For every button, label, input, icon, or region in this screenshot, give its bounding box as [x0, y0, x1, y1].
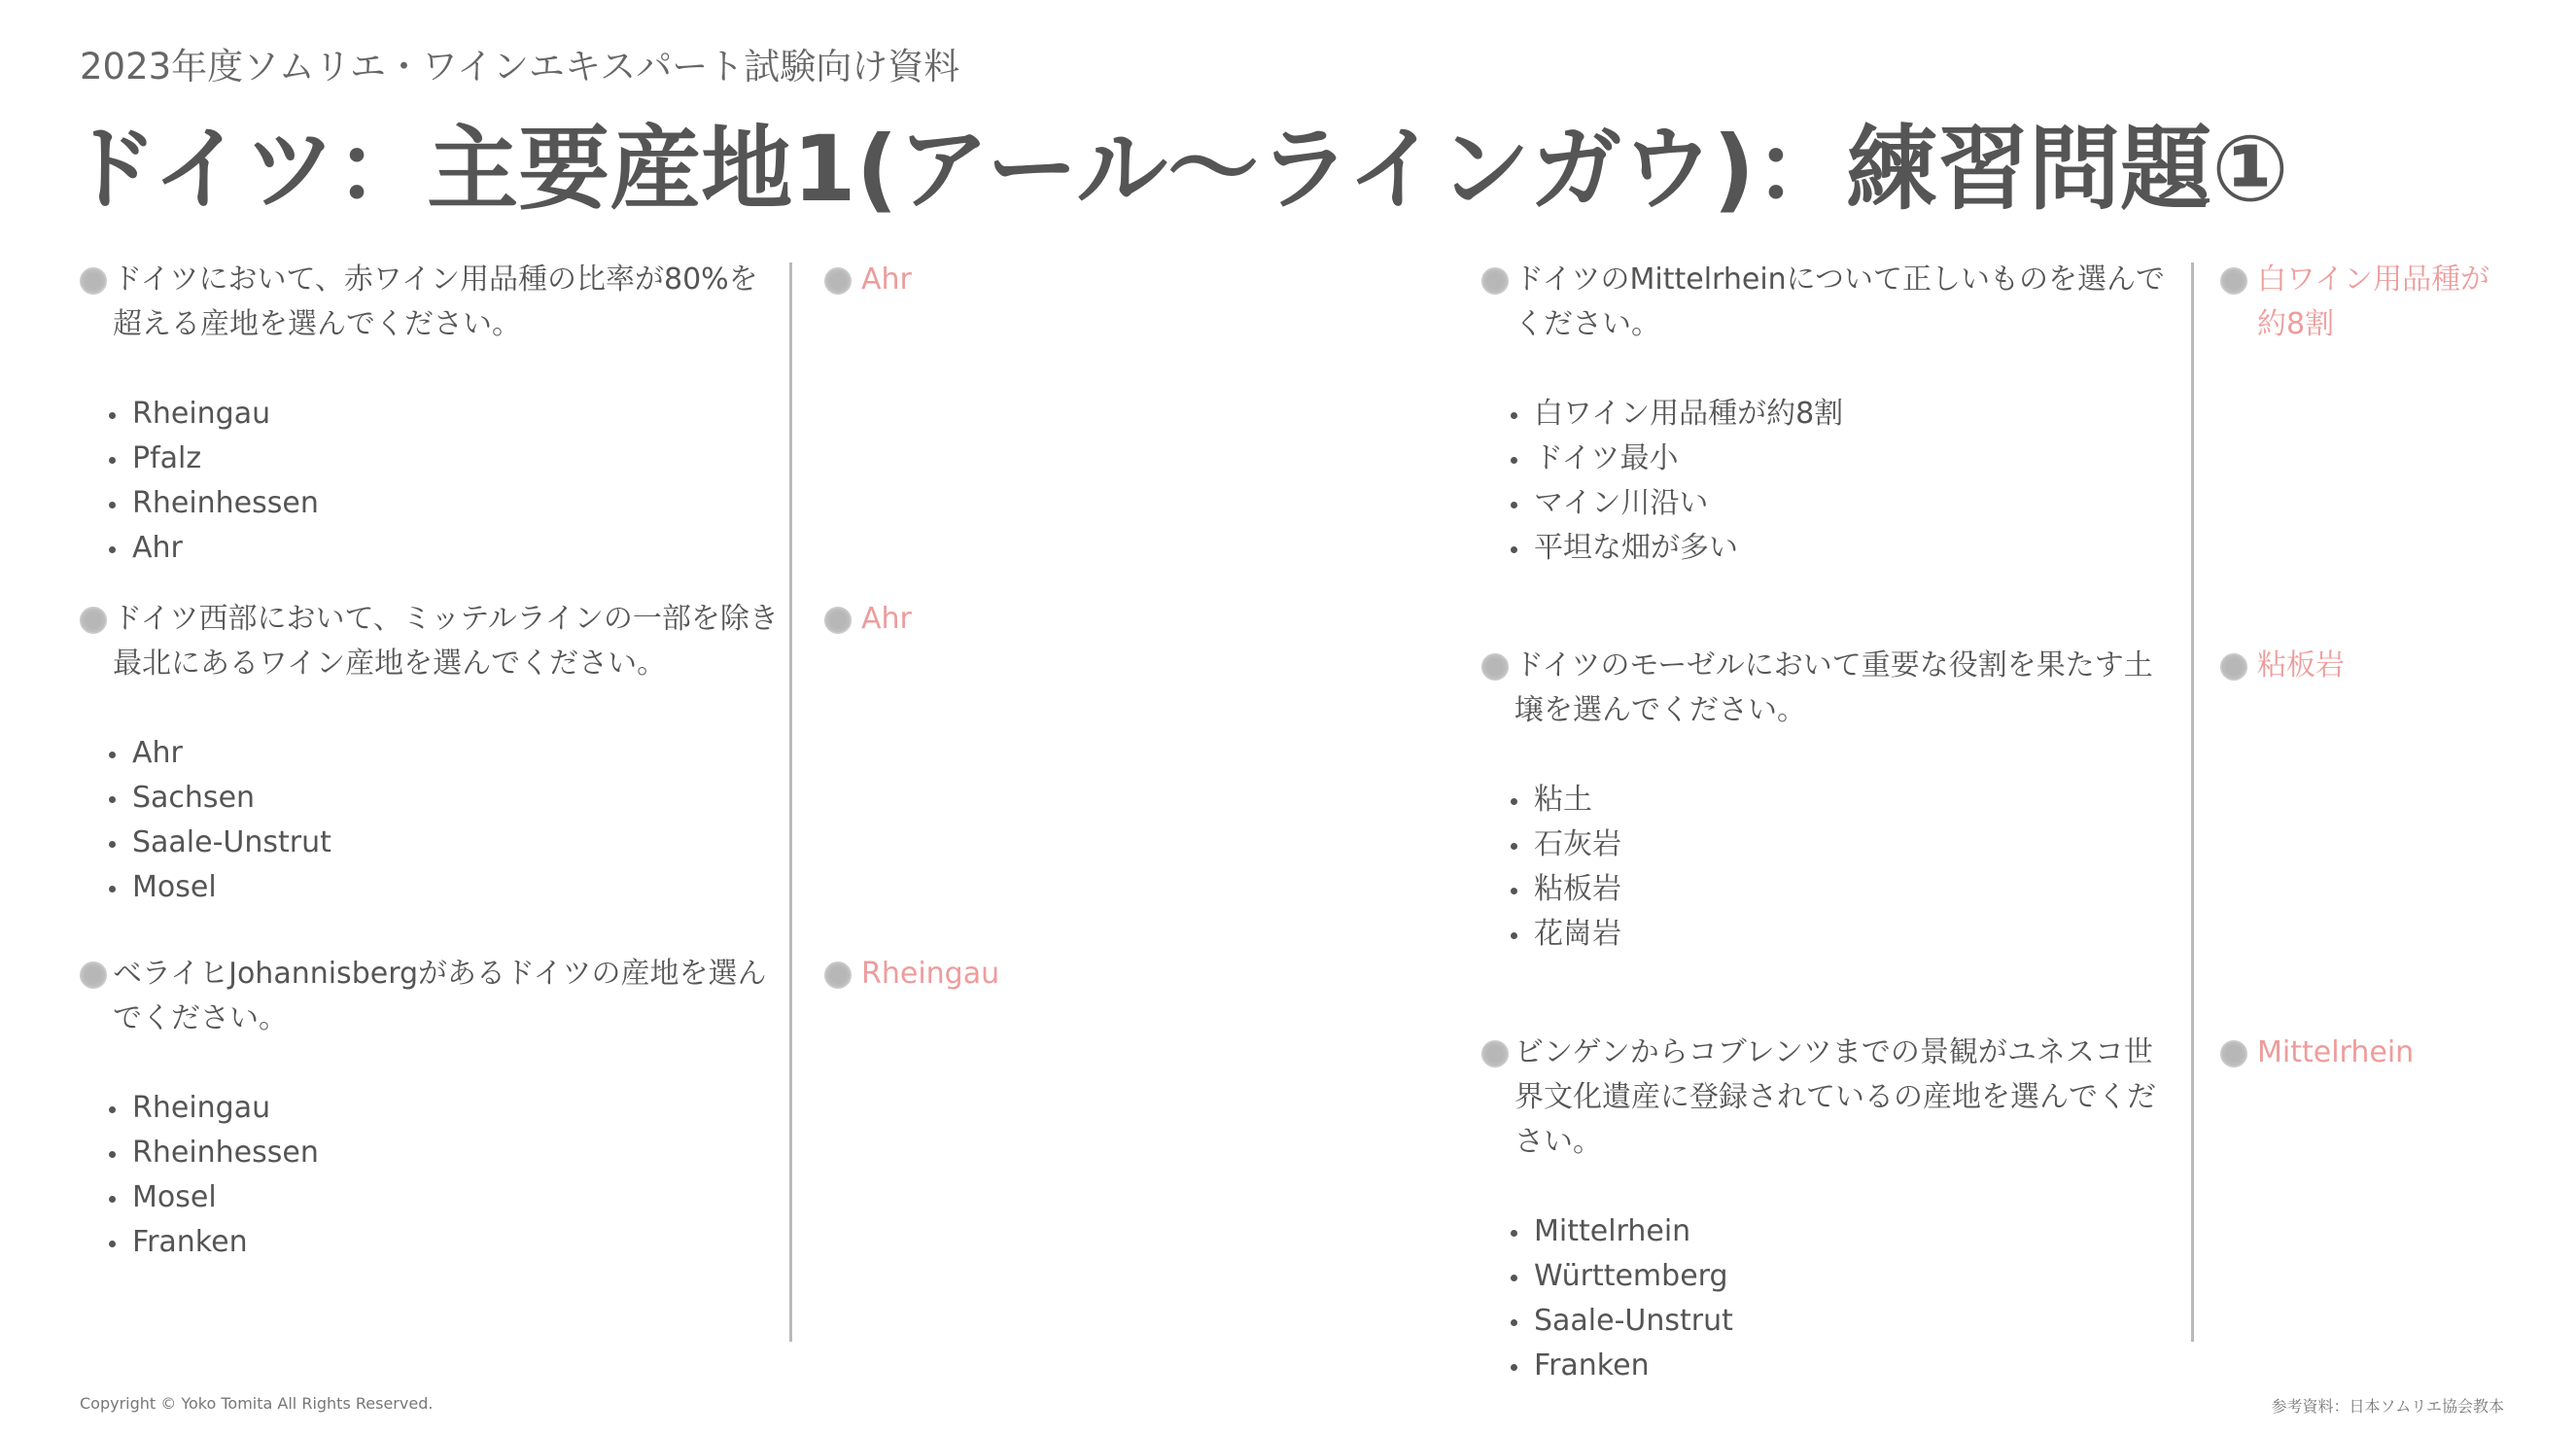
option-list [1481, 392, 2181, 571]
answer-6 [2220, 1031, 2531, 1075]
page-subtitle: 2023年度ソムリエ・ワインエキスパート試験向け資料 [80, 46, 960, 88]
option-item: Rheinhessen [109, 481, 780, 526]
option-list [80, 731, 780, 910]
answer-2 [824, 597, 1174, 642]
answer-bullet-icon [824, 962, 852, 989]
option-item: Württemberg [1511, 1254, 2181, 1299]
answer-bullet-icon [2220, 1040, 2247, 1068]
option-item: 平坦な畑が多い [1511, 526, 2181, 571]
answer-3 [824, 952, 1174, 997]
answer-text: 粘板岩 [2257, 648, 2345, 682]
option-list [80, 392, 780, 571]
option-list [1481, 1209, 2181, 1388]
option-list [80, 1086, 780, 1265]
question-1 [80, 258, 780, 571]
question-text: ドイツにおいて、赤ワイン用品種の比率が80%を超える産地を選んでください。 [113, 262, 758, 341]
question-4 [1481, 258, 2181, 571]
option-item: Rheinhessen [109, 1131, 780, 1175]
copyright-text: Copyright © Yoko Tomita All Rights Reserved. [80, 1394, 434, 1413]
option-item: 粘土 [1511, 778, 2181, 822]
option-item: Saale-Unstrut [109, 821, 780, 865]
answer-bullet-icon [2220, 653, 2247, 681]
reference-text: 参考資料：日本ソムリエ協会教本 [2271, 1397, 2504, 1416]
answer-text: 白ワイン用品種が約8割 [2257, 262, 2490, 341]
option-list [1481, 778, 2181, 957]
option-item: Pfalz [109, 437, 780, 481]
question-6 [1481, 1031, 2181, 1388]
option-item: 粘板岩 [1511, 867, 2181, 912]
question-5 [1481, 644, 2181, 957]
answer-text: Ahr [861, 262, 912, 297]
answer-4 [2220, 258, 2502, 347]
option-item: Ahr [109, 526, 780, 571]
column-divider-left [789, 262, 792, 1342]
page-title: ドイツ：主要産地1(アール〜ラインガウ)：練習問題① [66, 117, 2289, 223]
option-item: Mosel [109, 1175, 780, 1220]
question-bullet-icon [1481, 653, 1509, 681]
question-bullet-icon [80, 962, 107, 989]
question-text: ドイツ西部において、ミッテルラインの一部を除き最北にあるワイン産地を選んでください。 [113, 602, 779, 681]
option-item: 白ワイン用品種が約8割 [1511, 392, 2181, 437]
option-item: 石灰岩 [1511, 822, 2181, 867]
question-bullet-icon [1481, 267, 1509, 295]
answer-bullet-icon [824, 607, 852, 634]
option-item: 花崗岩 [1511, 912, 2181, 957]
answer-text: Ahr [861, 602, 912, 636]
question-bullet-icon [80, 607, 107, 634]
option-item: Franken [1511, 1344, 2181, 1388]
question-text: ビンゲンからコブレンツまでの景観がユネスコ世界文化遺産に登録されているの産地を選んでください。 [1514, 1035, 2156, 1159]
answer-bullet-icon [824, 267, 852, 295]
option-item: Ahr [109, 731, 780, 776]
question-bullet-icon [80, 267, 107, 295]
question-2 [80, 597, 780, 910]
question-text: ベライヒJohannisbergがあるドイツの産地を選んでください。 [113, 957, 767, 1035]
question-bullet-icon [1481, 1040, 1509, 1068]
answer-text: Rheingau [861, 957, 1000, 991]
answer-text: Mittelrhein [2257, 1035, 2415, 1069]
option-item: Sachsen [109, 776, 780, 821]
question-text: ドイツのMittelrheinについて正しいものを選んでください。 [1514, 262, 2166, 341]
answer-5 [2220, 644, 2502, 688]
option-item: Mittelrhein [1511, 1209, 2181, 1254]
answer-bullet-icon [2220, 267, 2247, 295]
option-item: ドイツ最小 [1511, 437, 2181, 481]
column-divider-right [2191, 262, 2194, 1342]
option-item: Franken [109, 1220, 780, 1265]
answer-1 [824, 258, 1174, 302]
question-text: ドイツのモーゼルにおいて重要な役割を果たす土壌を選んでください。 [1514, 648, 2153, 727]
option-item: Mosel [109, 865, 780, 910]
option-item: Rheingau [109, 1086, 780, 1131]
question-3 [80, 952, 780, 1265]
option-item: Rheingau [109, 392, 780, 437]
option-item: マイン川沿い [1511, 481, 2181, 526]
option-item: Saale-Unstrut [1511, 1299, 2181, 1344]
